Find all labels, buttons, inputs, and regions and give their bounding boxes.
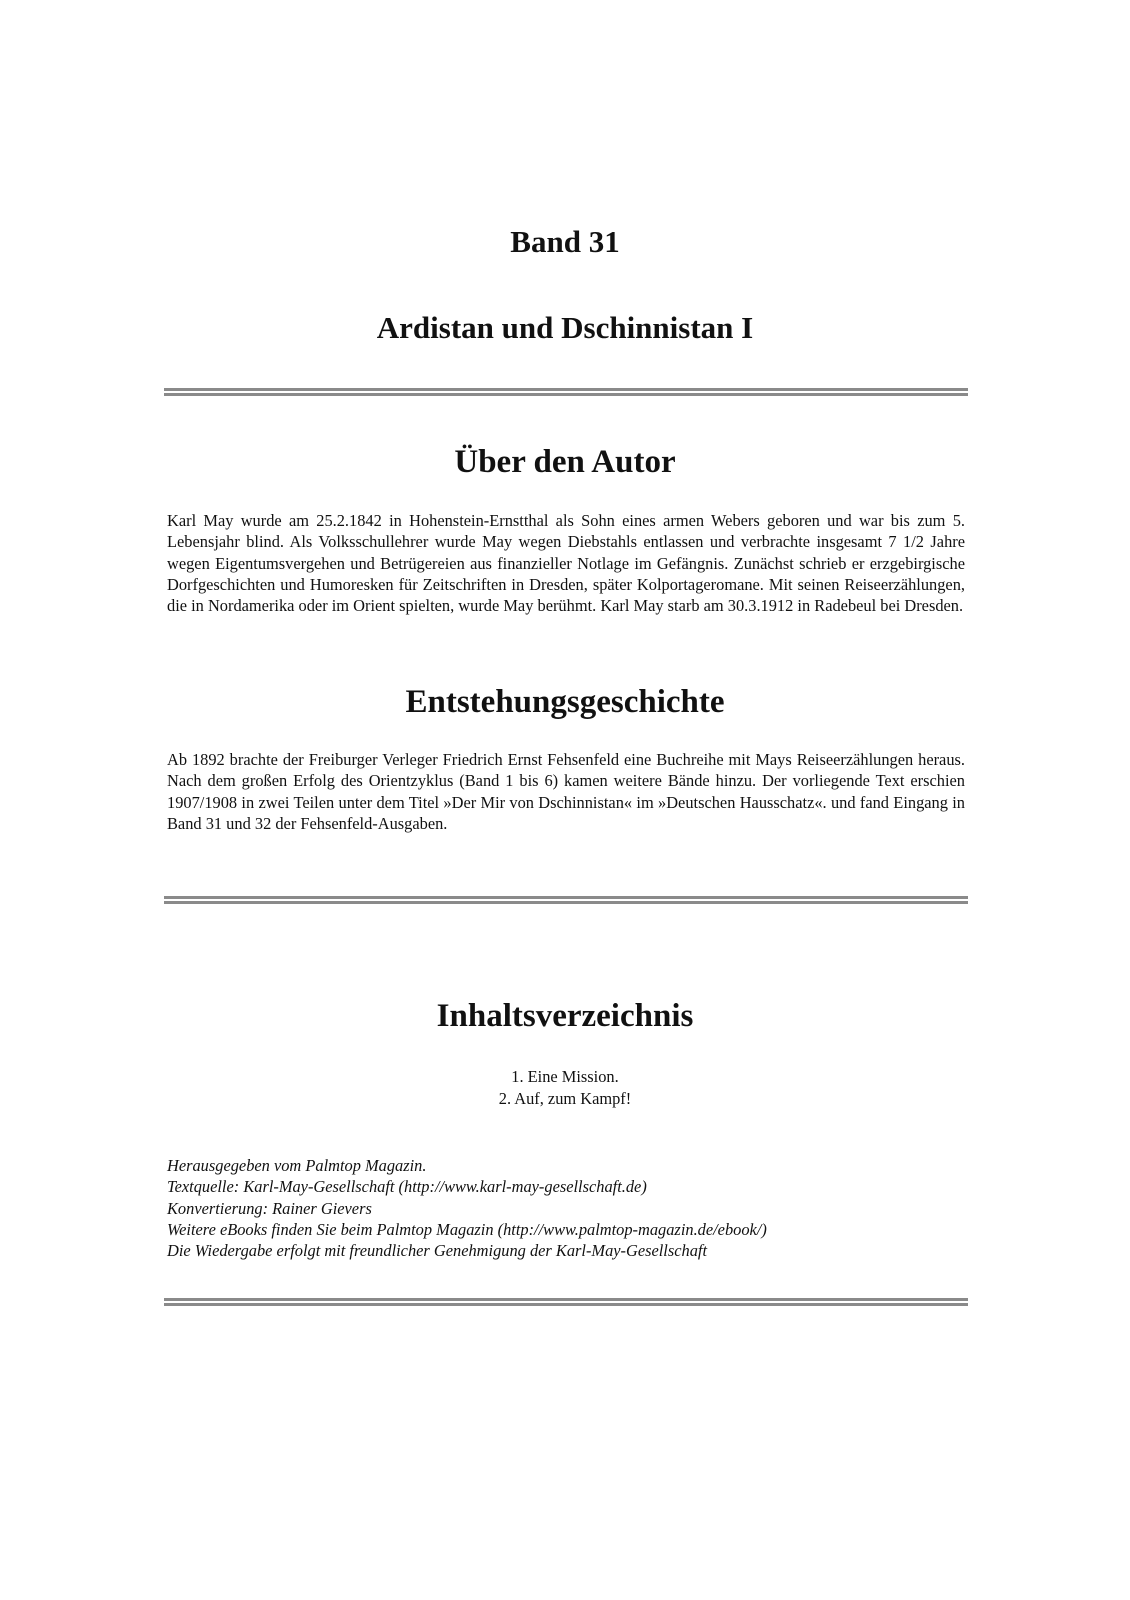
credit-permission: Die Wiedergabe erfolgt mit freundlicher Genehmigung der Karl-May-Gesellschaft (167, 1241, 708, 1261)
credit-conversion: Konvertierung: Rainer Gievers (167, 1198, 372, 1218)
contents-heading: Inhaltsverzeichnis (436, 998, 694, 1034)
divider-bottom (164, 1298, 968, 1306)
volume-number: Band 31 (510, 224, 620, 259)
contents-item-1: 1. Eine Mission. (511, 1067, 619, 1086)
credit-publisher: Herausgegeben vom Palmtop Magazin. (167, 1156, 427, 1175)
about-author-text: Karl May wurde am 25.2.1842 in Hohenstein-Ernstthal als Sohn eines armen Webers geboren und war bis zum 5. Lebensjahr blind. Als Volksschullehrer wurde May wegen Diebstahls entlassen und verbrachte insgesamt 7 1/2 Jahre wegen Eigentumsvergehen und Betrügereien aus finanzieller Notlage im Gefängnis. Zunächst schrieb er erzgebirgische Dorfgeschichten und Humoresken für Zeitschriften in Dresden, später Kolportageromane. Mit seinen Reiseerzählungen, die in Nordamerika oder im Orient spielten, wurde May berühmt. Karl May starb am 30.3.1912 in Radebeul bei Dresden. (167, 511, 965, 616)
contents-list (0, 1066, 1130, 1110)
book-title: Ardistan und Dschinnistan I (376, 310, 754, 345)
credit-more-ebooks: Weitere eBooks finden Sie beim Palmtop Magazin (http://www.palmtop-magazin.de/ebook/) (167, 1219, 767, 1239)
history-heading: Entstehungsgeschichte (405, 684, 725, 720)
contents-item-2: 2. Auf, zum Kampf! (498, 1089, 632, 1108)
credit-source: Textquelle: Karl-May-Gesellschaft (http://www.karl-may-gesellschaft.de) (167, 1177, 647, 1197)
about-author-heading: Über den Autor (454, 444, 676, 480)
divider-top (164, 388, 968, 396)
divider-middle (164, 896, 968, 904)
history-text: Ab 1892 brachte der Freiburger Verleger Friedrich Ernst Fehsenfeld eine Buchreihe mit Mays Reiseerzählungen heraus. Nach dem großen Erfolg des Orientzyklus (Band 1 bis 6) kamen weitere Bände hinzu. Der vorliegende Text erschien 1907/1908 in zwei Teilen unter dem Titel »Der Mir von Dschinnistan« im »Deutschen Hausschatz«. und fand Eingang in Band 31 und 32 der Fehsenfeld-Ausgaben. (167, 750, 965, 833)
credits-block (167, 1155, 967, 1261)
